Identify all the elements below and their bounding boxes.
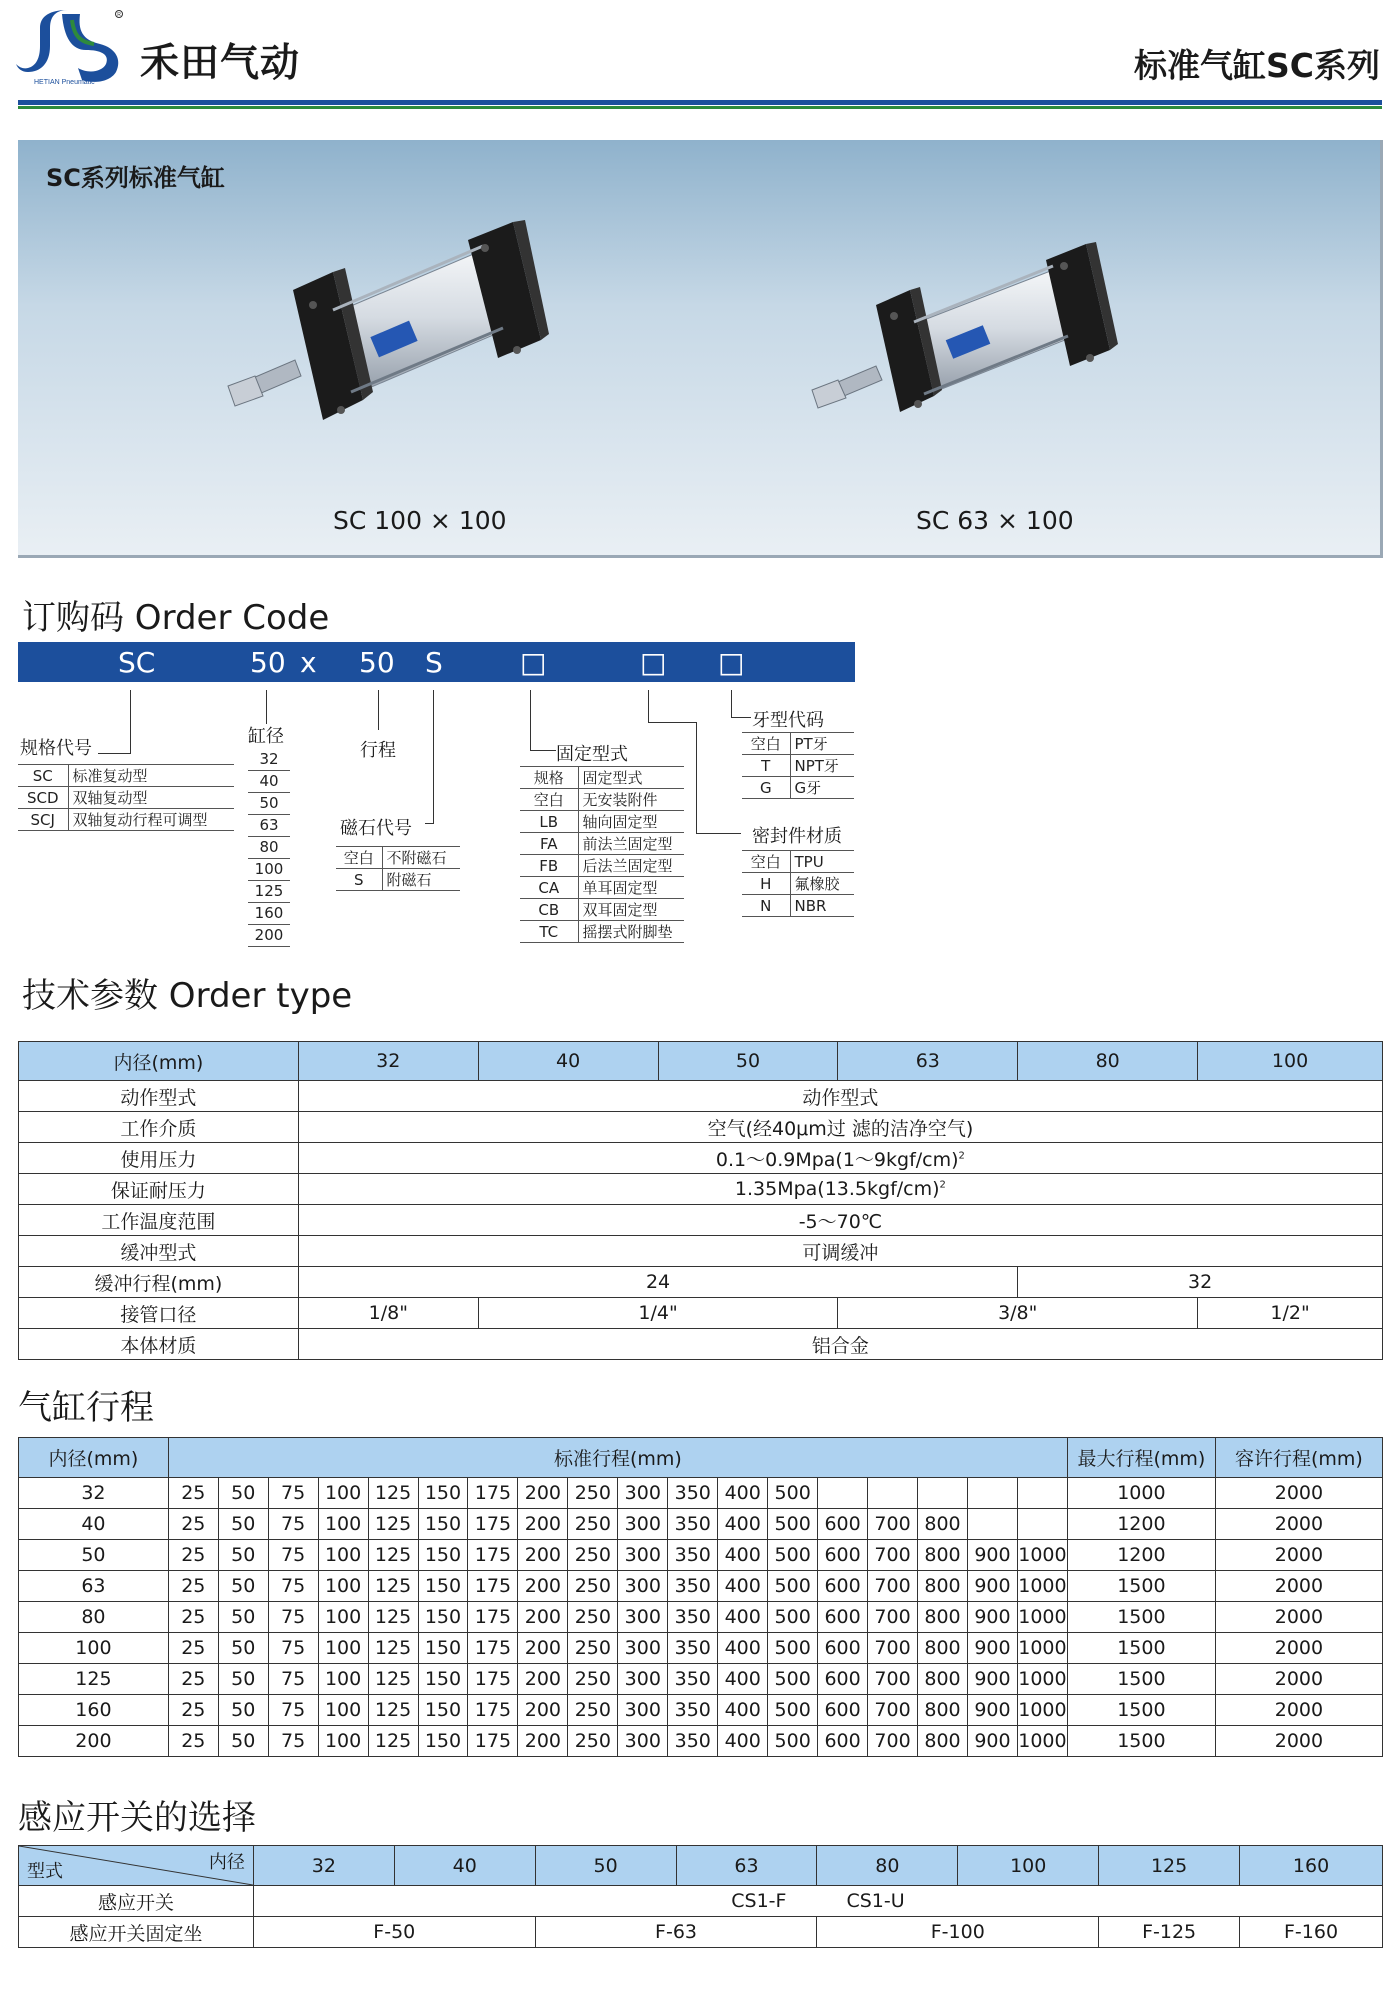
stroke-cell: 25 <box>168 1509 218 1540</box>
allow-stroke-cell: 2000 <box>1215 1695 1382 1726</box>
stroke-cell: 400 <box>718 1571 768 1602</box>
seal-label: 密封件材质 <box>752 826 842 847</box>
stroke-cell: 150 <box>418 1695 468 1726</box>
stroke-cell: 900 <box>967 1571 1017 1602</box>
table-row <box>19 1478 1383 1509</box>
stroke-cell: 100 <box>318 1664 368 1695</box>
series-title: 标准气缸SC系列 <box>1134 46 1380 85</box>
svg-text:R: R <box>117 12 121 18</box>
stroke-cell: 900 <box>967 1633 1017 1664</box>
tech-table: 内径(mm) 32 40 50 63 80 100 动作型式 动作型式 工作介质 空气(经40μm过 滤的洁净空气) 使用压力 0.1～0.9Mpa(1～9kgf/cm)$^2$ 保证耐压力 $1.35Mpa(13.5kgf/cm)^2$ 工作温度范围 -5～70℃ 缓冲型式 可调缓冲 缓冲行程(mm) 24 32 接管口径 1/8" 1/4" 3/8" 1/2" 本体材质 铝合金 <box>18 1041 1383 1360</box>
stroke-cell: 300 <box>618 1602 668 1633</box>
stroke-cell: 300 <box>618 1726 668 1757</box>
stroke-cell: 500 <box>768 1540 818 1571</box>
stroke-cell: 400 <box>718 1726 768 1757</box>
stroke-cell: 700 <box>868 1695 918 1726</box>
stroke-cell <box>868 1478 918 1509</box>
hetian-logo-icon <box>16 6 126 86</box>
stroke-cell: 100 <box>318 1633 368 1664</box>
stroke-cell: 75 <box>268 1602 318 1633</box>
bore-cell: 160 <box>19 1695 169 1726</box>
stroke-cell: 100 <box>318 1509 368 1540</box>
stroke-cell: 200 <box>518 1571 568 1602</box>
max-stroke-cell: 1200 <box>1067 1540 1215 1571</box>
stroke-cell: 400 <box>718 1478 768 1509</box>
stroke-cell: 200 <box>518 1478 568 1509</box>
stroke-cell: 200 <box>518 1633 568 1664</box>
brand-name: 禾田气动 <box>140 41 301 86</box>
stroke-cell: 1000 <box>1017 1540 1067 1571</box>
stroke-cell: 350 <box>668 1664 718 1695</box>
stroke-heading: 气缸行程 <box>18 1388 154 1428</box>
stroke-cell: 25 <box>168 1540 218 1571</box>
code-bore: 50 <box>250 646 286 679</box>
stroke-cell: 600 <box>818 1726 868 1757</box>
max-stroke-cell: 1500 <box>1067 1602 1215 1633</box>
bore-cell: 100 <box>19 1633 169 1664</box>
stroke-cell: 175 <box>468 1726 518 1757</box>
stroke-cell: 600 <box>818 1664 868 1695</box>
allow-stroke-cell: 2000 <box>1215 1478 1382 1509</box>
stroke-cell: 500 <box>768 1478 818 1509</box>
code-seal-box: □ <box>640 646 667 679</box>
max-stroke-cell: 1200 <box>1067 1509 1215 1540</box>
stroke-cell: 350 <box>668 1602 718 1633</box>
stroke-cell: 125 <box>368 1664 418 1695</box>
stroke-cell <box>1017 1509 1067 1540</box>
allow-stroke-cell: 2000 <box>1215 1726 1382 1757</box>
stroke-cell: 125 <box>368 1633 418 1664</box>
seal-table: 空白 TPU H 氟橡胶 N NBR <box>742 850 854 917</box>
stroke-cell: 50 <box>218 1602 268 1633</box>
sensor-heading: 感应开关的选择 <box>18 1798 256 1838</box>
stroke-cell: 200 <box>518 1540 568 1571</box>
allow-stroke-cell: 2000 <box>1215 1602 1382 1633</box>
stroke-cell: 300 <box>618 1478 668 1509</box>
stroke-cell: 300 <box>618 1540 668 1571</box>
allow-stroke-cell: 2000 <box>1215 1571 1382 1602</box>
stroke-cell: 800 <box>918 1695 968 1726</box>
bore-label: 缸径 <box>248 726 284 747</box>
model-code-label: 规格代号 <box>20 738 92 759</box>
stroke-cell: 600 <box>818 1633 868 1664</box>
stroke-cell: 75 <box>268 1509 318 1540</box>
stroke-cell: 350 <box>668 1509 718 1540</box>
stroke-cell: 175 <box>468 1571 518 1602</box>
stroke-cell <box>967 1509 1017 1540</box>
stroke-cell: 500 <box>768 1602 818 1633</box>
stroke-cell: 150 <box>418 1602 468 1633</box>
stroke-cell: 125 <box>368 1602 418 1633</box>
stroke-cell: 900 <box>967 1664 1017 1695</box>
max-stroke-cell: 1500 <box>1067 1726 1215 1757</box>
table-row <box>19 1633 1383 1664</box>
stroke-cell: 300 <box>618 1633 668 1664</box>
stroke-cell: 300 <box>618 1571 668 1602</box>
stroke-cell: 800 <box>918 1571 968 1602</box>
stroke-cell: 700 <box>868 1664 918 1695</box>
stroke-cell: 125 <box>368 1726 418 1757</box>
stroke-cell: 200 <box>518 1664 568 1695</box>
stroke-cell <box>818 1478 868 1509</box>
stroke-cell: 50 <box>218 1695 268 1726</box>
stroke-cell: 50 <box>218 1478 268 1509</box>
stroke-cell: 75 <box>268 1695 318 1726</box>
stroke-cell: 400 <box>718 1664 768 1695</box>
stroke-cell <box>967 1478 1017 1509</box>
stroke-cell: 250 <box>568 1540 618 1571</box>
stroke-cell: 50 <box>218 1664 268 1695</box>
stroke-cell: 150 <box>418 1540 468 1571</box>
stroke-cell: 800 <box>918 1602 968 1633</box>
max-stroke-cell: 1500 <box>1067 1633 1215 1664</box>
stroke-cell: 250 <box>568 1602 618 1633</box>
stroke-cell: 25 <box>168 1478 218 1509</box>
max-stroke-cell: 1000 <box>1067 1478 1215 1509</box>
stroke-cell: 400 <box>718 1633 768 1664</box>
bore-cell: 125 <box>19 1664 169 1695</box>
stroke-cell: 150 <box>418 1633 468 1664</box>
stroke-cell: 800 <box>918 1540 968 1571</box>
stroke-cell: 125 <box>368 1509 418 1540</box>
stroke-cell: 50 <box>218 1571 268 1602</box>
stroke-cell: 800 <box>918 1664 968 1695</box>
stroke-cell: 200 <box>518 1602 568 1633</box>
cylinder-image-100x100 <box>223 210 603 540</box>
hero-title: SC系列标准气缸 <box>46 164 225 192</box>
code-model: SC <box>118 646 156 679</box>
stroke-cell: 400 <box>718 1540 768 1571</box>
stroke-cell: 25 <box>168 1602 218 1633</box>
stroke-cell: 1000 <box>1017 1633 1067 1664</box>
code-magnet: S <box>425 646 443 679</box>
caption-sc63x100: SC 63 × 100 <box>916 506 1074 535</box>
stroke-cell: 700 <box>868 1571 918 1602</box>
stroke-cell: 100 <box>318 1540 368 1571</box>
stroke-cell: 600 <box>818 1695 868 1726</box>
caption-sc100x100: SC 100 × 100 <box>333 506 507 535</box>
stroke-cell: 75 <box>268 1664 318 1695</box>
allow-stroke-cell: 2000 <box>1215 1509 1382 1540</box>
stroke-cell: 700 <box>868 1726 918 1757</box>
stroke-cell: 800 <box>918 1726 968 1757</box>
stroke-cell: 125 <box>368 1540 418 1571</box>
stroke-cell: 800 <box>918 1633 968 1664</box>
stroke-cell: 175 <box>468 1478 518 1509</box>
allow-stroke-cell: 2000 <box>1215 1664 1382 1695</box>
stroke-cell: 900 <box>967 1726 1017 1757</box>
stroke-cell: 400 <box>718 1509 768 1540</box>
stroke-cell: 250 <box>568 1664 618 1695</box>
stroke-cell: 400 <box>718 1695 768 1726</box>
thread-table: 空白 PT牙 T NPT牙 G G牙 <box>742 732 854 799</box>
sensor-corner-cell: 内径 型式 <box>19 1846 254 1886</box>
mount-label: 固定型式 <box>556 744 628 765</box>
table-row <box>19 1540 1383 1571</box>
max-stroke-cell: 1500 <box>1067 1664 1215 1695</box>
stroke-cell: 700 <box>868 1602 918 1633</box>
stroke-cell: 200 <box>518 1509 568 1540</box>
stroke-cell: 200 <box>518 1726 568 1757</box>
stroke-cell: 600 <box>818 1540 868 1571</box>
stroke-cell: 250 <box>568 1695 618 1726</box>
stroke-cell: 250 <box>568 1509 618 1540</box>
bore-cell: 80 <box>19 1602 169 1633</box>
stroke-cell: 600 <box>818 1571 868 1602</box>
stroke-cell: 500 <box>768 1726 818 1757</box>
stroke-cell: 500 <box>768 1509 818 1540</box>
stroke-cell: 1000 <box>1017 1602 1067 1633</box>
stroke-cell: 700 <box>868 1540 918 1571</box>
order-code-heading: 订购码 Order Code <box>22 598 330 638</box>
stroke-cell: 500 <box>768 1571 818 1602</box>
stroke-cell: 50 <box>218 1726 268 1757</box>
allow-stroke-cell: 2000 <box>1215 1540 1382 1571</box>
stroke-cell: 300 <box>618 1664 668 1695</box>
magnet-table: 空白 不附磁石 S 附磁石 <box>336 846 460 891</box>
code-mount-box: □ <box>520 646 547 679</box>
stroke-cell: 25 <box>168 1571 218 1602</box>
stroke-cell: 150 <box>418 1571 468 1602</box>
stroke-cell: 200 <box>518 1695 568 1726</box>
stroke-cell: 100 <box>318 1478 368 1509</box>
stroke-cell: 75 <box>268 1571 318 1602</box>
table-row <box>19 1571 1383 1602</box>
stroke-cell: 1000 <box>1017 1664 1067 1695</box>
stroke-cell: 25 <box>168 1664 218 1695</box>
stroke-cell: 150 <box>418 1509 468 1540</box>
stroke-cell: 1000 <box>1017 1726 1067 1757</box>
stroke-cell: 100 <box>318 1726 368 1757</box>
stroke-cell: 250 <box>568 1633 618 1664</box>
page-header <box>0 0 1400 110</box>
stroke-cell: 50 <box>218 1509 268 1540</box>
header-rule-green <box>18 106 1382 109</box>
stroke-cell: 100 <box>318 1602 368 1633</box>
code-x: x <box>300 646 317 679</box>
stroke-cell: 150 <box>418 1478 468 1509</box>
tech-bore-label: 内径(mm) <box>19 1042 299 1081</box>
stroke-table: 内径(mm) 标准行程(mm) 最大行程(mm) 容许行程(mm) 32 25 50 75 100 125 150 175 200 250 300 350 400 500 1000 2000 40 25 50 75 100 125 150 175 200 250 300 350 400 500 600 700 800 1200 2000 50 25 50 75 100 125 150 175 200 250 300 350 400 500 600 700 800 900 1000 1200 2000 63 25 50 75 100 125 150 175 200 250 300 350 400 500 600 700 800 900 1000 1500 2000 80 25 50 75 100 125 150 175 200 250 300 350 400 500 600 700 800 900 1000 1500 2000 100 25 50 75 100 125 150 175 200 250 300 350 400 500 600 700 800 900 1000 1500 2000 125 25 50 75 100 125 150 175 200 250 300 350 400 500 600 700 800 900 1000 1500 2000 160 25 50 75 100 125 150 175 200 250 300 350 400 500 600 700 800 900 1000 1500 2000 200 25 50 75 100 125 150 175 200 250 300 350 400 500 600 700 800 900 1000 1500 2000 <box>18 1437 1383 1757</box>
bore-cell: 32 <box>19 1478 169 1509</box>
stroke-cell: 175 <box>468 1509 518 1540</box>
stroke-cell: 800 <box>918 1509 968 1540</box>
stroke-cell: 400 <box>718 1602 768 1633</box>
bore-cell: 50 <box>19 1540 169 1571</box>
table-row <box>19 1726 1383 1757</box>
stroke-cell: 350 <box>668 1633 718 1664</box>
max-stroke-cell: 1500 <box>1067 1571 1215 1602</box>
stroke-cell: 350 <box>668 1478 718 1509</box>
stroke-cell: 175 <box>468 1695 518 1726</box>
order-code-bar <box>18 642 855 682</box>
stroke-cell: 175 <box>468 1602 518 1633</box>
cylinder-image-63x100 <box>798 210 1178 540</box>
bore-cell: 200 <box>19 1726 169 1757</box>
mount-table: 规格 固定型式 空白 无安装附件 LB 轴向固定型 FA 前法兰固定型 FB 后法兰固定型 CA 单耳固定型 CB 双耳固定型 TC 摇摆式附脚垫 <box>520 766 684 943</box>
stroke-cell: 175 <box>468 1633 518 1664</box>
logo-subtitle: HETIAN Pneumatic <box>34 79 95 86</box>
stroke-cell: 500 <box>768 1664 818 1695</box>
stroke-cell: 25 <box>168 1726 218 1757</box>
table-row <box>19 1664 1383 1695</box>
stroke-cell: 900 <box>967 1602 1017 1633</box>
sensor-table: 内径 型式 32 40 50 63 80 100 125 160 感应开关 CS1-F CS1-U 感应开关固定坐 F-50 F-63 F-100 F-125 F-160 <box>18 1845 1383 1948</box>
stroke-cell: 175 <box>468 1664 518 1695</box>
thread-label: 牙型代码 <box>752 710 824 731</box>
stroke-cell: 1000 <box>1017 1571 1067 1602</box>
stroke-cell: 350 <box>668 1540 718 1571</box>
tech-heading: 技术参数 Order type <box>22 976 353 1016</box>
stroke-cell: 175 <box>468 1540 518 1571</box>
stroke-cell: 100 <box>318 1695 368 1726</box>
stroke-cell: 125 <box>368 1571 418 1602</box>
stroke-cell: 25 <box>168 1633 218 1664</box>
stroke-cell <box>918 1478 968 1509</box>
stroke-cell: 300 <box>618 1509 668 1540</box>
stroke-cell: 50 <box>218 1633 268 1664</box>
table-row <box>19 1509 1383 1540</box>
stroke-cell: 250 <box>568 1571 618 1602</box>
bore-cell: 40 <box>19 1509 169 1540</box>
stroke-cell: 600 <box>818 1602 868 1633</box>
stroke-cell: 250 <box>568 1478 618 1509</box>
stroke-cell: 900 <box>967 1540 1017 1571</box>
table-row <box>19 1602 1383 1633</box>
stroke-cell: 125 <box>368 1478 418 1509</box>
bore-table: 32 40 50 63 80 100 125 160 200 <box>248 748 290 947</box>
stroke-cell: 500 <box>768 1633 818 1664</box>
code-thread-box: □ <box>718 646 745 679</box>
table-row <box>19 1695 1383 1726</box>
stroke-cell: 75 <box>268 1633 318 1664</box>
stroke-cell: 300 <box>618 1695 668 1726</box>
stroke-cell: 350 <box>668 1571 718 1602</box>
bore-cell: 63 <box>19 1571 169 1602</box>
stroke-cell: 150 <box>418 1664 468 1695</box>
stroke-cell: 900 <box>967 1695 1017 1726</box>
stroke-cell: 125 <box>368 1695 418 1726</box>
product-hero <box>18 140 1383 558</box>
code-stroke: 50 <box>359 646 395 679</box>
magnet-label: 磁石代号 <box>340 818 412 839</box>
stroke-cell: 50 <box>218 1540 268 1571</box>
stroke-cell: 75 <box>268 1540 318 1571</box>
allow-stroke-cell: 2000 <box>1215 1633 1382 1664</box>
max-stroke-cell: 1500 <box>1067 1695 1215 1726</box>
header-rule-blue <box>18 100 1382 105</box>
stroke-cell: 150 <box>418 1726 468 1757</box>
stroke-cell: 250 <box>568 1726 618 1757</box>
stroke-cell: 350 <box>668 1726 718 1757</box>
stroke-cell: 350 <box>668 1695 718 1726</box>
stroke-cell: 600 <box>818 1509 868 1540</box>
stroke-cell <box>1017 1478 1067 1509</box>
stroke-cell: 1000 <box>1017 1695 1067 1726</box>
stroke-cell: 75 <box>268 1478 318 1509</box>
stroke-cell: 25 <box>168 1695 218 1726</box>
stroke-cell: 500 <box>768 1695 818 1726</box>
stroke-cell: 700 <box>868 1633 918 1664</box>
stroke-label: 行程 <box>360 740 396 761</box>
stroke-cell: 100 <box>318 1571 368 1602</box>
stroke-cell: 700 <box>868 1509 918 1540</box>
stroke-cell: 75 <box>268 1726 318 1757</box>
model-code-table: SC 标准复动型 SCD 双轴复动型 SCJ 双轴复动行程可调型 <box>18 764 234 831</box>
